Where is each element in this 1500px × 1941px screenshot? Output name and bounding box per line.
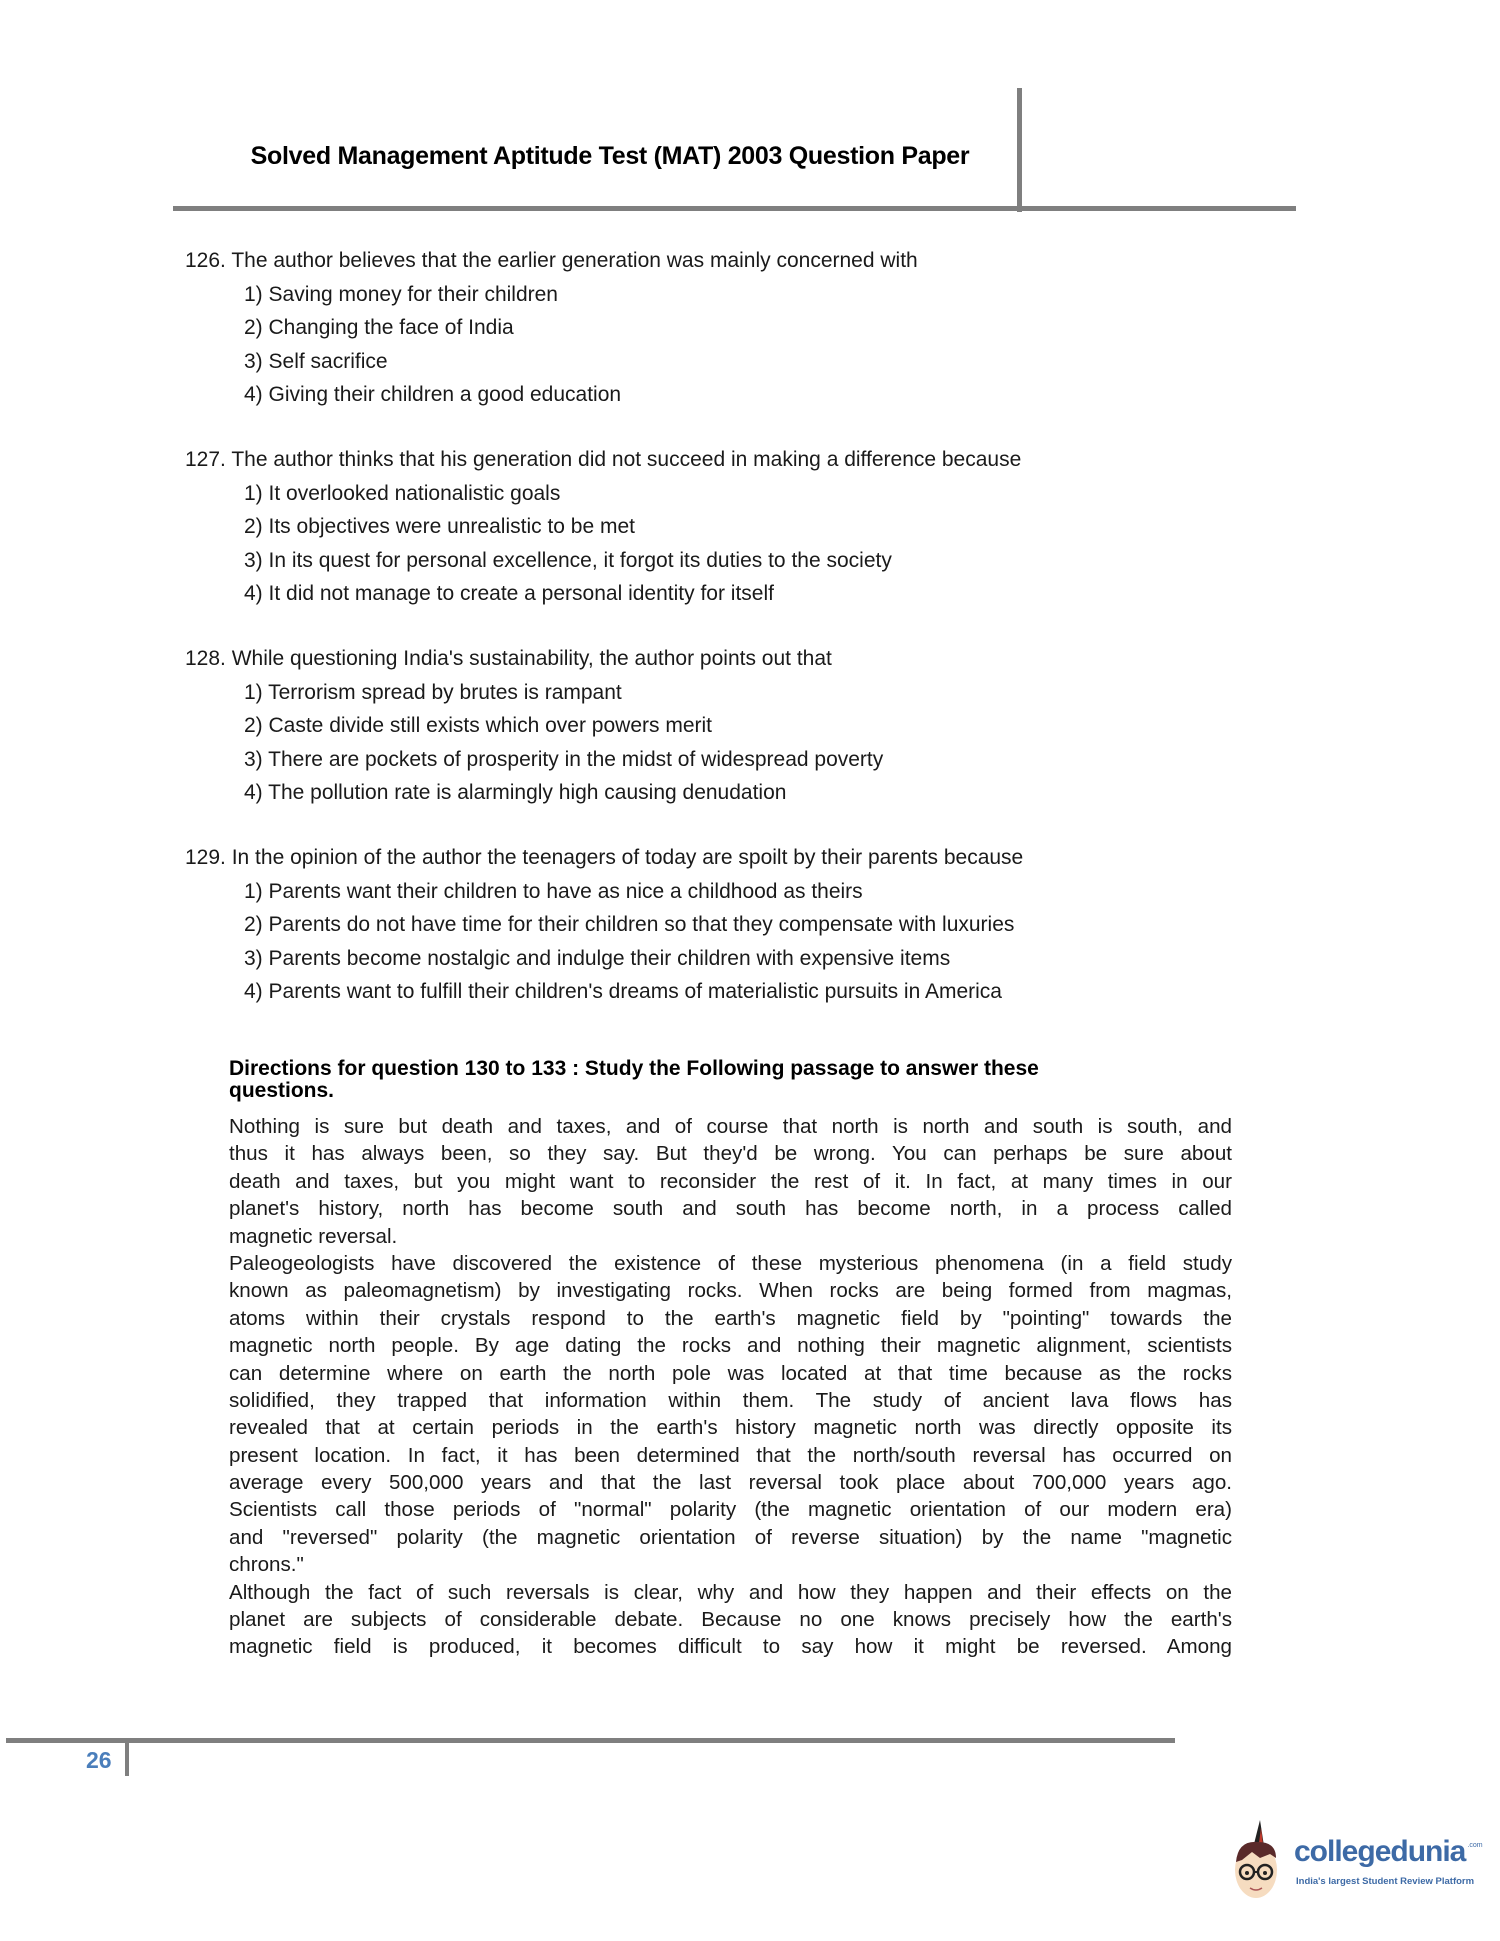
- answer-option: 3) In its quest for personal excellence, it forgot its duties to the society: [244, 548, 892, 572]
- answer-option: 3) Parents become nostalgic and indulge their children with expensive items: [244, 946, 951, 970]
- answer-option: 2) Parents do not have time for their children so that they compensate with luxuries: [244, 913, 1015, 937]
- passage-line: chrons.": [229, 1553, 304, 1577]
- passage-line: average every 500,000 years and that the last reversal took place about 700,000 years ago.: [229, 1471, 1232, 1495]
- logo-wordmark: collegedunia: [1294, 1835, 1466, 1868]
- passage-line: thus it has always been, so they say. But they'd be wrong. You can perhaps be sure about: [229, 1142, 1232, 1166]
- collegedunia-logo: [1230, 1818, 1498, 1908]
- directions-line: questions.: [229, 1079, 335, 1102]
- passage-line: magnetic field is produced, it becomes difficult to say how it might be reversed. Among: [229, 1635, 1232, 1659]
- question-block: [185, 446, 1285, 614]
- question-text: 126. The author believes that the earlier generation was mainly concerned with: [185, 249, 918, 272]
- answer-option: 4) The pollution rate is alarmingly high causing denudation: [244, 781, 787, 805]
- answer-option: 1) It overlooked nationalistic goals: [244, 481, 561, 505]
- passage-line: present location. In fact, it has been determined that the north/south reversal has occurred on: [229, 1443, 1232, 1467]
- question-block: [185, 844, 1285, 1012]
- mascot-icon: [1230, 1818, 1292, 1908]
- answer-option: 2) Its objectives were unrealistic to be met: [244, 515, 636, 539]
- passage-line: known as paleomagnetism) by investigating rocks. When rocks are being formed from magmas,: [229, 1279, 1232, 1303]
- passage-line: Scientists call those periods of "normal" polarity (the magnetic orientation of our modern era): [229, 1498, 1232, 1522]
- question-text: 127. The author thinks that his generation did not succeed in making a difference because: [185, 447, 1022, 471]
- directions-heading: [229, 1058, 1234, 1102]
- footer-vertical-rule: [125, 1740, 129, 1776]
- passage-line: solidified, they trapped that information within them. The study of ancient lava flows has: [229, 1388, 1232, 1412]
- document-header-title: Solved Management Aptitude Test (MAT) 2003 Question Paper: [250, 142, 970, 170]
- logo-wordmark-row: [1294, 1834, 1483, 1870]
- answer-option: 4) It did not manage to create a personal identity for itself: [244, 582, 774, 606]
- passage-line: Nothing is sure but death and taxes, and of course that north is north and south is south, and: [229, 1115, 1232, 1138]
- reading-passage: [229, 1113, 1232, 1661]
- answer-option: 4) Giving their children a good education: [244, 383, 622, 407]
- answer-option: 3) Self sacrifice: [244, 349, 388, 373]
- answer-option: 1) Saving money for their children: [244, 282, 558, 306]
- passage-line: magnetic north people. By age dating the rocks and nothing their magnetic alignment, scientists: [229, 1334, 1232, 1358]
- question-block: [185, 247, 1285, 415]
- logo-tagline: India's largest Student Review Platform: [1296, 1876, 1475, 1887]
- passage-line: Although the fact of such reversals is clear, why and how they happen and their effects on the: [229, 1580, 1232, 1604]
- page-number: 26: [86, 1747, 112, 1773]
- passage-line: revealed that at certain periods in the earth's history magnetic north was directly opposite its: [229, 1416, 1232, 1440]
- passage-line: planet's history, north has become south and south has become north, in a process called: [229, 1197, 1232, 1221]
- header-vertical-rule: [1017, 88, 1022, 212]
- question-text: 128. While questioning India's sustainability, the author points out that: [185, 646, 832, 670]
- answer-option: 1) Terrorism spread by brutes is rampant: [244, 680, 622, 704]
- question-block: [185, 645, 1285, 813]
- passage-line: death and taxes, but you might want to reconsider the rest of it. In fact, at many times in our: [229, 1169, 1232, 1193]
- passage-line: Paleogeologists have discovered the existence of these mysterious phenomena (in a field study: [229, 1251, 1232, 1275]
- header-horizontal-rule: [173, 206, 1296, 211]
- question-list: [185, 247, 1285, 1043]
- passage-line: atoms within their crystals respond to the earth's magnetic field by "pointing" towards the: [229, 1306, 1232, 1330]
- answer-option: 3) There are pockets of prosperity in the midst of widespread poverty: [244, 747, 884, 771]
- question-text: 129. In the opinion of the author the teenagers of today are spoilt by their parents because: [185, 845, 1024, 869]
- answer-option: 2) Changing the face of India: [244, 316, 514, 340]
- passage-line: can determine where on earth the north pole was located at that time because as the rocks: [229, 1361, 1232, 1385]
- answer-option: 2) Caste divide still exists which over powers merit: [244, 714, 712, 738]
- answer-option: 4) Parents want to fulfill their children's dreams of materialistic pursuits in America: [244, 980, 1002, 1004]
- answer-option: 1) Parents want their children to have as nice a childhood as theirs: [244, 879, 863, 903]
- passage-line: magnetic reversal.: [229, 1224, 398, 1248]
- logo-suffix: .com: [1467, 1842, 1483, 1849]
- directions-line: Directions for question 130 to 133 : Study the Following passage to answer these: [229, 1057, 1039, 1080]
- footer-horizontal-rule: [6, 1738, 1175, 1743]
- passage-line: and "reversed" polarity (the magnetic orientation of reverse situation) by the name "magnetic: [229, 1525, 1232, 1549]
- passage-line: planet are subjects of considerable debate. Because no one knows precisely how the earth's: [229, 1608, 1232, 1632]
